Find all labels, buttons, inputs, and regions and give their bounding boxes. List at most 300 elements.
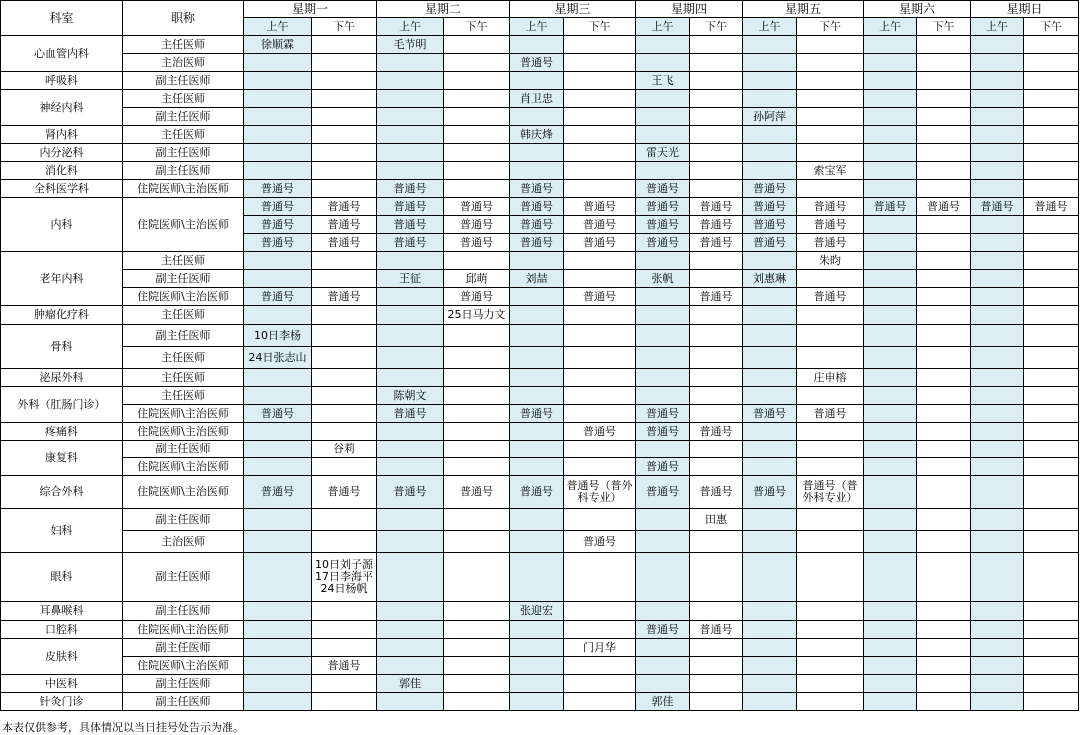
title-cell: 副主任医师 bbox=[123, 441, 244, 458]
slot-cell bbox=[690, 90, 743, 108]
slot-cell bbox=[917, 144, 971, 162]
slot-cell bbox=[510, 369, 564, 387]
slot-cell bbox=[917, 288, 971, 306]
slot-cell bbox=[564, 325, 636, 347]
slot-cell bbox=[1024, 693, 1079, 711]
slot-cell bbox=[690, 162, 743, 180]
slot-cell bbox=[444, 553, 510, 602]
slot-cell bbox=[510, 325, 564, 347]
slot-cell bbox=[636, 347, 690, 369]
slot-cell bbox=[797, 675, 864, 693]
slot-cell bbox=[564, 553, 636, 602]
slot-cell bbox=[690, 553, 743, 602]
slot-cell: 普通号 bbox=[510, 180, 564, 198]
dept-cell: 消化科 bbox=[1, 162, 123, 180]
slot-cell bbox=[743, 441, 797, 458]
title-cell: 主任医师 bbox=[123, 126, 244, 144]
slot-cell bbox=[312, 458, 377, 476]
slot-cell: 普通号 bbox=[244, 234, 312, 252]
schedule-row bbox=[1, 252, 1079, 270]
slot-cell bbox=[564, 458, 636, 476]
dept-cell: 皮肤科 bbox=[1, 639, 123, 675]
slot-cell bbox=[743, 553, 797, 602]
slot-cell bbox=[917, 369, 971, 387]
slot-cell bbox=[636, 162, 690, 180]
slot-cell bbox=[971, 621, 1024, 639]
slot-cell: 普通号 bbox=[636, 234, 690, 252]
slot-cell bbox=[444, 325, 510, 347]
slot-cell bbox=[743, 90, 797, 108]
dept-cell: 肿瘤化疗科 bbox=[1, 306, 123, 325]
slot-cell bbox=[690, 387, 743, 405]
slot-cell: 普通号 bbox=[864, 198, 917, 216]
slot-cell bbox=[564, 509, 636, 531]
schedule-row bbox=[1, 675, 1079, 693]
slot-cell bbox=[244, 675, 312, 693]
slot-cell bbox=[636, 90, 690, 108]
slot-cell bbox=[797, 693, 864, 711]
header-pm: 下午 bbox=[444, 18, 510, 36]
slot-cell: 普通号 bbox=[564, 288, 636, 306]
slot-cell: 普通号 bbox=[690, 234, 743, 252]
slot-cell bbox=[312, 72, 377, 90]
slot-cell bbox=[917, 270, 971, 288]
slot-cell bbox=[1024, 347, 1079, 369]
slot-cell bbox=[444, 675, 510, 693]
slot-cell bbox=[377, 621, 444, 639]
slot-cell bbox=[510, 458, 564, 476]
schedule-row bbox=[1, 509, 1079, 531]
schedule-row bbox=[1, 288, 1079, 306]
dept-cell: 中医科 bbox=[1, 675, 123, 693]
header-day-4: 星期四 bbox=[636, 1, 743, 18]
slot-cell bbox=[743, 621, 797, 639]
title-cell: 住院医师\主治医师 bbox=[123, 423, 244, 441]
slot-cell bbox=[244, 387, 312, 405]
slot-cell: 普通号 bbox=[377, 405, 444, 423]
slot-cell bbox=[1024, 325, 1079, 347]
slot-cell: 雷天光 bbox=[636, 144, 690, 162]
dept-cell: 外科（肛肠门诊） bbox=[1, 387, 123, 423]
slot-cell bbox=[971, 387, 1024, 405]
slot-cell bbox=[971, 144, 1024, 162]
slot-cell: 普通号 bbox=[797, 216, 864, 234]
slot-cell bbox=[636, 36, 690, 54]
slot-cell bbox=[917, 126, 971, 144]
slot-cell bbox=[917, 531, 971, 553]
header-day-3: 星期三 bbox=[510, 1, 636, 18]
schedule-row bbox=[1, 621, 1079, 639]
slot-cell: 郭佳 bbox=[377, 675, 444, 693]
slot-cell bbox=[864, 675, 917, 693]
slot-cell bbox=[690, 657, 743, 675]
slot-cell: 普通号 bbox=[636, 621, 690, 639]
slot-cell bbox=[1024, 476, 1079, 509]
slot-cell bbox=[743, 347, 797, 369]
dept-cell: 骨科 bbox=[1, 325, 123, 369]
slot-cell bbox=[510, 72, 564, 90]
title-cell: 主治医师 bbox=[123, 531, 244, 553]
slot-cell bbox=[312, 126, 377, 144]
slot-cell bbox=[917, 72, 971, 90]
header-am: 上午 bbox=[971, 18, 1024, 36]
title-cell: 主任医师 bbox=[123, 252, 244, 270]
header-am: 上午 bbox=[244, 18, 312, 36]
footnote: 本表仅供参考，具体情况以当日挂号处告示为准。 bbox=[2, 721, 244, 734]
slot-cell bbox=[510, 306, 564, 325]
slot-cell bbox=[917, 621, 971, 639]
slot-cell bbox=[1024, 306, 1079, 325]
slot-cell bbox=[690, 36, 743, 54]
slot-cell bbox=[444, 180, 510, 198]
slot-cell bbox=[244, 270, 312, 288]
slot-cell bbox=[636, 108, 690, 126]
slot-cell bbox=[917, 216, 971, 234]
slot-cell bbox=[797, 657, 864, 675]
schedule-row bbox=[1, 657, 1079, 675]
slot-cell bbox=[312, 54, 377, 72]
header-day-7: 星期日 bbox=[971, 1, 1079, 18]
slot-cell bbox=[377, 90, 444, 108]
slot-cell bbox=[312, 252, 377, 270]
schedule-row bbox=[1, 347, 1079, 369]
slot-cell bbox=[917, 441, 971, 458]
slot-cell bbox=[244, 657, 312, 675]
slot-cell bbox=[1024, 108, 1079, 126]
slot-cell bbox=[1024, 252, 1079, 270]
slot-cell bbox=[636, 657, 690, 675]
slot-cell bbox=[244, 693, 312, 711]
slot-cell bbox=[564, 126, 636, 144]
slot-cell bbox=[244, 621, 312, 639]
slot-cell bbox=[564, 144, 636, 162]
slot-cell: 肖卫忠 bbox=[510, 90, 564, 108]
slot-cell bbox=[312, 108, 377, 126]
slot-cell bbox=[312, 693, 377, 711]
slot-cell bbox=[377, 126, 444, 144]
slot-cell bbox=[444, 369, 510, 387]
slot-cell bbox=[864, 36, 917, 54]
title-cell: 副主任医师 bbox=[123, 144, 244, 162]
slot-cell bbox=[797, 441, 864, 458]
schedule-row bbox=[1, 325, 1079, 347]
slot-cell bbox=[510, 347, 564, 369]
slot-cell bbox=[971, 54, 1024, 72]
schedule-row bbox=[1, 54, 1079, 72]
slot-cell bbox=[971, 639, 1024, 657]
slot-cell bbox=[690, 126, 743, 144]
slot-cell: 刘喆 bbox=[510, 270, 564, 288]
slot-cell bbox=[971, 693, 1024, 711]
slot-cell: 田惠 bbox=[690, 509, 743, 531]
slot-cell: 普通号 bbox=[510, 198, 564, 216]
slot-cell: 邱萌 bbox=[444, 270, 510, 288]
slot-cell: 张迎宏 bbox=[510, 602, 564, 621]
dept-cell: 老年内科 bbox=[1, 252, 123, 306]
slot-cell bbox=[743, 458, 797, 476]
slot-cell bbox=[510, 108, 564, 126]
slot-cell bbox=[377, 509, 444, 531]
slot-cell bbox=[312, 36, 377, 54]
slot-cell bbox=[444, 144, 510, 162]
slot-cell: 普通号 bbox=[244, 180, 312, 198]
slot-cell: 门月华 bbox=[564, 639, 636, 657]
slot-cell: 普通号 bbox=[564, 216, 636, 234]
slot-cell: 普通号 bbox=[797, 234, 864, 252]
slot-cell bbox=[797, 306, 864, 325]
slot-cell bbox=[510, 252, 564, 270]
slot-cell bbox=[564, 405, 636, 423]
slot-cell: 普通号 bbox=[312, 657, 377, 675]
slot-cell bbox=[690, 458, 743, 476]
slot-cell bbox=[917, 423, 971, 441]
slot-cell bbox=[564, 441, 636, 458]
slot-cell bbox=[377, 423, 444, 441]
slot-cell bbox=[636, 441, 690, 458]
slot-cell bbox=[510, 423, 564, 441]
slot-cell bbox=[312, 90, 377, 108]
slot-cell bbox=[743, 288, 797, 306]
slot-cell bbox=[1024, 369, 1079, 387]
slot-cell bbox=[312, 675, 377, 693]
slot-cell bbox=[312, 621, 377, 639]
slot-cell bbox=[244, 126, 312, 144]
dept-cell: 泌尿外科 bbox=[1, 369, 123, 387]
slot-cell bbox=[797, 553, 864, 602]
slot-cell bbox=[636, 54, 690, 72]
slot-cell bbox=[1024, 144, 1079, 162]
slot-cell bbox=[690, 347, 743, 369]
slot-cell bbox=[917, 387, 971, 405]
slot-cell bbox=[377, 108, 444, 126]
slot-cell: 王飞 bbox=[636, 72, 690, 90]
header-dept: 科室 bbox=[1, 1, 123, 36]
slot-cell bbox=[564, 675, 636, 693]
slot-cell: 普通号 bbox=[690, 621, 743, 639]
slot-cell bbox=[444, 90, 510, 108]
schedule-row bbox=[1, 531, 1079, 553]
slot-cell bbox=[312, 387, 377, 405]
slot-cell bbox=[690, 325, 743, 347]
slot-cell: 普通号 bbox=[510, 405, 564, 423]
slot-cell bbox=[864, 639, 917, 657]
slot-cell: 张帆 bbox=[636, 270, 690, 288]
slot-cell bbox=[797, 639, 864, 657]
slot-cell bbox=[864, 621, 917, 639]
slot-cell: 王征 bbox=[377, 270, 444, 288]
slot-cell bbox=[377, 693, 444, 711]
slot-cell bbox=[971, 252, 1024, 270]
dept-cell: 综合外科 bbox=[1, 476, 123, 509]
slot-cell bbox=[1024, 216, 1079, 234]
slot-cell bbox=[797, 72, 864, 90]
dept-cell: 内科 bbox=[1, 198, 123, 252]
slot-cell bbox=[917, 553, 971, 602]
slot-cell bbox=[743, 72, 797, 90]
slot-cell bbox=[1024, 531, 1079, 553]
header-title: 职称 bbox=[123, 1, 244, 36]
slot-cell bbox=[917, 306, 971, 325]
schedule-row bbox=[1, 180, 1079, 198]
slot-cell: 徐顺霖 bbox=[244, 36, 312, 54]
slot-cell bbox=[510, 162, 564, 180]
slot-cell bbox=[444, 387, 510, 405]
slot-cell bbox=[971, 180, 1024, 198]
slot-cell bbox=[971, 553, 1024, 602]
slot-cell bbox=[564, 693, 636, 711]
title-cell: 主任医师 bbox=[123, 347, 244, 369]
slot-cell: 朱昀 bbox=[797, 252, 864, 270]
schedule-row bbox=[1, 369, 1079, 387]
slot-cell bbox=[377, 325, 444, 347]
title-cell: 副主任医师 bbox=[123, 162, 244, 180]
schedule-row bbox=[1, 108, 1079, 126]
slot-cell bbox=[1024, 675, 1079, 693]
slot-cell bbox=[917, 252, 971, 270]
title-cell: 住院医师\主治医师 bbox=[123, 405, 244, 423]
title-cell: 副主任医师 bbox=[123, 270, 244, 288]
slot-cell bbox=[690, 144, 743, 162]
slot-cell: 庄申榕 bbox=[797, 369, 864, 387]
slot-cell bbox=[1024, 288, 1079, 306]
slot-cell bbox=[377, 306, 444, 325]
slot-cell bbox=[244, 144, 312, 162]
slot-cell bbox=[797, 602, 864, 621]
slot-cell bbox=[690, 180, 743, 198]
slot-cell bbox=[564, 306, 636, 325]
slot-cell bbox=[743, 387, 797, 405]
slot-cell bbox=[244, 602, 312, 621]
slot-cell bbox=[797, 347, 864, 369]
slot-cell bbox=[743, 162, 797, 180]
slot-cell bbox=[743, 423, 797, 441]
dept-cell: 康复科 bbox=[1, 441, 123, 476]
slot-cell bbox=[690, 405, 743, 423]
header-pm: 下午 bbox=[1024, 18, 1079, 36]
slot-cell bbox=[444, 126, 510, 144]
slot-cell bbox=[864, 387, 917, 405]
slot-cell bbox=[510, 288, 564, 306]
slot-cell bbox=[244, 162, 312, 180]
slot-cell bbox=[864, 405, 917, 423]
slot-cell bbox=[1024, 54, 1079, 72]
slot-cell bbox=[690, 693, 743, 711]
slot-cell bbox=[444, 531, 510, 553]
slot-cell bbox=[690, 675, 743, 693]
slot-cell bbox=[797, 36, 864, 54]
slot-cell bbox=[244, 458, 312, 476]
slot-cell bbox=[917, 234, 971, 252]
slot-cell bbox=[636, 509, 690, 531]
slot-cell bbox=[864, 252, 917, 270]
header-pm: 下午 bbox=[564, 18, 636, 36]
slot-cell bbox=[510, 36, 564, 54]
slot-cell bbox=[377, 54, 444, 72]
slot-cell: 普通号 bbox=[510, 476, 564, 509]
slot-cell bbox=[864, 216, 917, 234]
slot-cell bbox=[864, 108, 917, 126]
slot-cell bbox=[444, 639, 510, 657]
schedule-row bbox=[1, 90, 1079, 108]
title-cell: 主任医师 bbox=[123, 306, 244, 325]
dept-cell: 心血管内科 bbox=[1, 36, 123, 72]
dept-cell: 针灸门诊 bbox=[1, 693, 123, 711]
slot-cell bbox=[864, 325, 917, 347]
slot-cell bbox=[1024, 36, 1079, 54]
slot-cell bbox=[244, 531, 312, 553]
title-cell: 副主任医师 bbox=[123, 602, 244, 621]
slot-cell bbox=[690, 306, 743, 325]
header-am: 上午 bbox=[510, 18, 564, 36]
slot-cell bbox=[312, 639, 377, 657]
slot-cell bbox=[564, 621, 636, 639]
slot-cell: 普通号 bbox=[1024, 198, 1079, 216]
header-am: 上午 bbox=[377, 18, 444, 36]
slot-cell: 普通号 bbox=[690, 288, 743, 306]
slot-cell bbox=[971, 441, 1024, 458]
header-day-1: 星期一 bbox=[244, 1, 377, 18]
slot-cell bbox=[1024, 126, 1079, 144]
slot-cell bbox=[743, 325, 797, 347]
slot-cell: 普通号 bbox=[444, 234, 510, 252]
slot-cell: 刘惠琳 bbox=[743, 270, 797, 288]
slot-cell bbox=[564, 657, 636, 675]
schedule-row bbox=[1, 126, 1079, 144]
slot-cell bbox=[1024, 621, 1079, 639]
slot-cell bbox=[636, 126, 690, 144]
dept-cell: 全科医学科 bbox=[1, 180, 123, 198]
slot-cell bbox=[917, 108, 971, 126]
slot-cell bbox=[971, 216, 1024, 234]
slot-cell bbox=[1024, 405, 1079, 423]
slot-cell bbox=[971, 657, 1024, 675]
slot-cell: 普通号 bbox=[312, 198, 377, 216]
slot-cell bbox=[1024, 441, 1079, 458]
slot-cell bbox=[377, 144, 444, 162]
slot-cell: 普通号 bbox=[312, 476, 377, 509]
header-am: 上午 bbox=[864, 18, 917, 36]
slot-cell bbox=[1024, 639, 1079, 657]
slot-cell bbox=[971, 306, 1024, 325]
slot-cell: 普通号 bbox=[444, 216, 510, 234]
slot-cell bbox=[743, 252, 797, 270]
slot-cell bbox=[971, 72, 1024, 90]
slot-cell bbox=[797, 270, 864, 288]
slot-cell bbox=[971, 369, 1024, 387]
slot-cell: 普通号（普外科专业） bbox=[564, 476, 636, 509]
schedule-row bbox=[1, 602, 1079, 621]
slot-cell bbox=[1024, 509, 1079, 531]
slot-cell bbox=[917, 36, 971, 54]
schedule-row bbox=[1, 405, 1079, 423]
slot-cell: 普通号 bbox=[743, 180, 797, 198]
slot-cell bbox=[377, 72, 444, 90]
slot-cell bbox=[864, 476, 917, 509]
slot-cell bbox=[797, 325, 864, 347]
slot-cell: 24日张志山 bbox=[244, 347, 312, 369]
title-cell: 住院医师\主治医师 bbox=[123, 198, 244, 252]
slot-cell bbox=[864, 126, 917, 144]
slot-cell bbox=[971, 108, 1024, 126]
slot-cell: 普通号 bbox=[636, 405, 690, 423]
slot-cell bbox=[797, 387, 864, 405]
slot-cell bbox=[244, 72, 312, 90]
slot-cell bbox=[917, 675, 971, 693]
slot-cell bbox=[244, 639, 312, 657]
slot-cell bbox=[743, 369, 797, 387]
slot-cell bbox=[917, 693, 971, 711]
slot-cell bbox=[244, 54, 312, 72]
